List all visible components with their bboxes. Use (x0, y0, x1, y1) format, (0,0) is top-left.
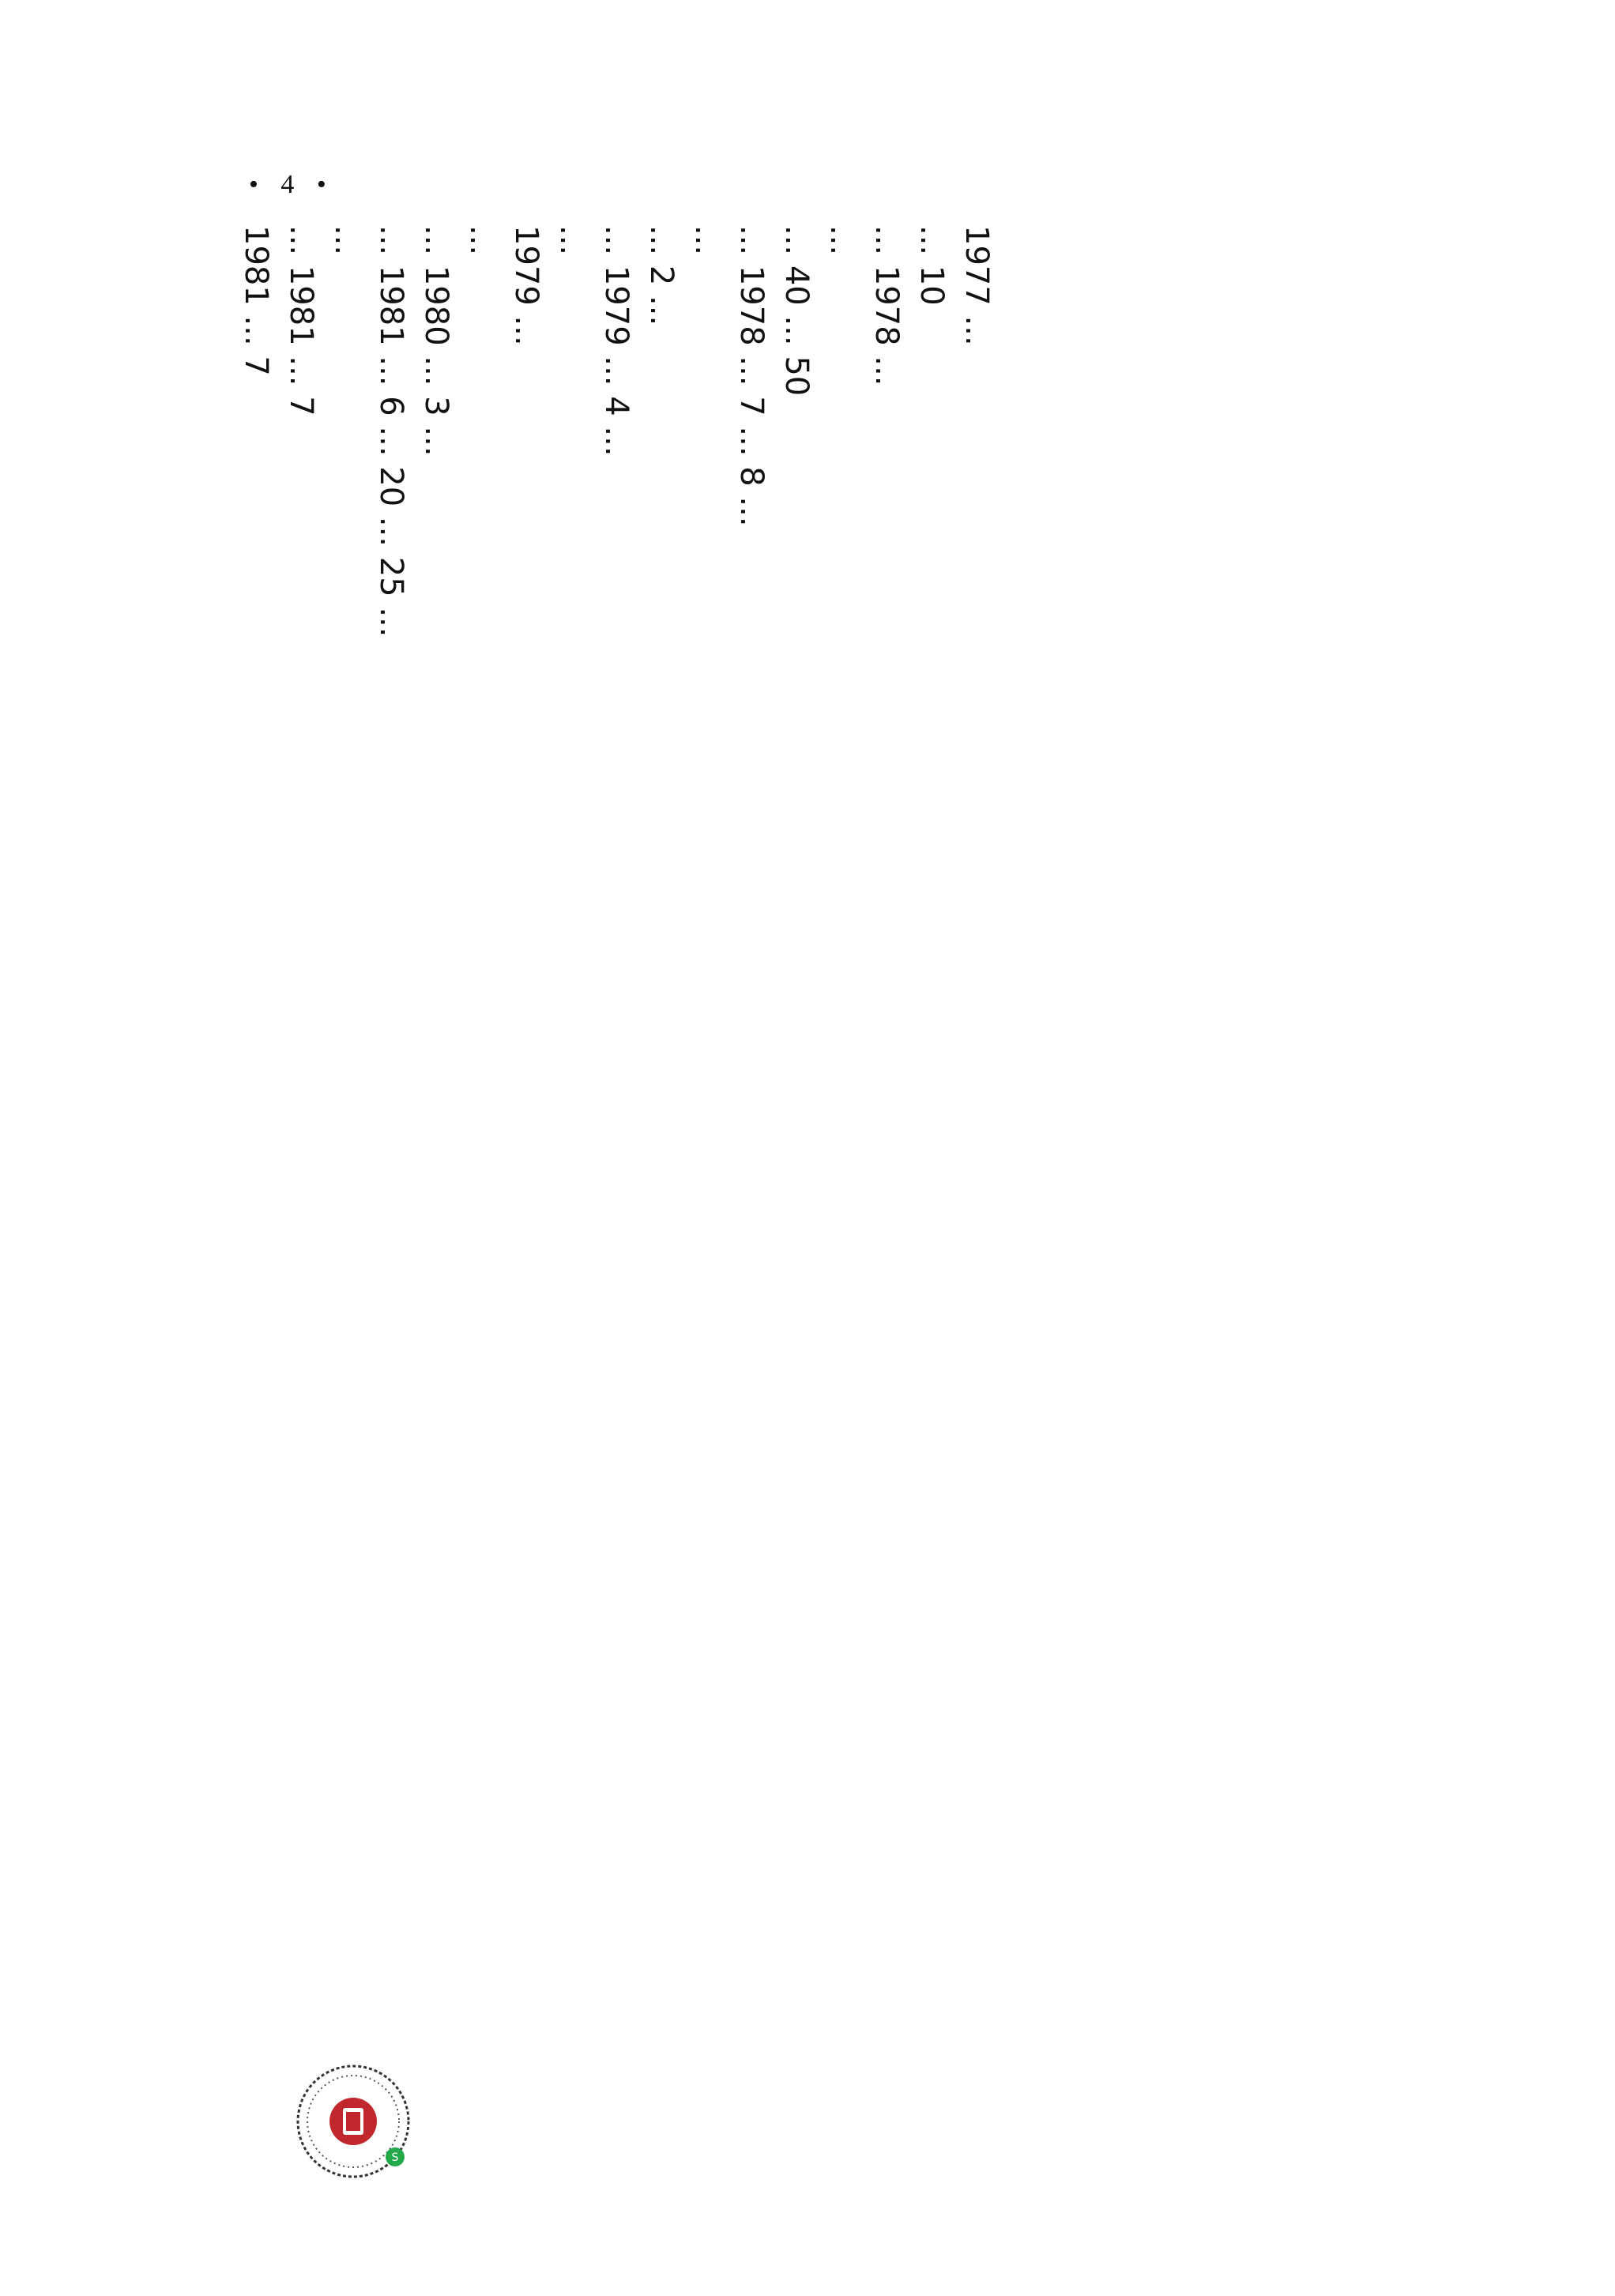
text-column: ... 40 ... 50 (778, 225, 815, 397)
page-number: • 4 • (249, 170, 334, 199)
text-column: ... 2 ... (643, 225, 680, 326)
text-column: ... (688, 225, 725, 256)
svg-text:S: S (391, 2151, 399, 2164)
text-column: ... 1978 ... (868, 225, 905, 386)
text-column: ... (463, 225, 499, 256)
text-column: 1981 ... 7 (238, 225, 274, 376)
text-column: ... (328, 225, 364, 256)
text-column: ... 1981 ... 6 ... 20 ... 25 ... (373, 225, 409, 638)
text-column: ... 1978 ... 7 ... 8 ... (733, 225, 770, 527)
text-columns (233, 225, 1355, 2137)
text-column: 1979 ... (508, 225, 544, 346)
text-column: ... (553, 225, 589, 256)
text-column: 1977 ... (958, 225, 995, 346)
text-column: ... 10 (913, 225, 950, 306)
text-column: ... 1980 ... 3 ... (418, 225, 454, 457)
text-column: ... (823, 225, 860, 256)
text-column: ... 1981 ... 7 (283, 225, 319, 416)
text-column: ... 1979 ... 4 ... (598, 225, 634, 457)
qr-seal-logo-icon (294, 2062, 412, 2181)
